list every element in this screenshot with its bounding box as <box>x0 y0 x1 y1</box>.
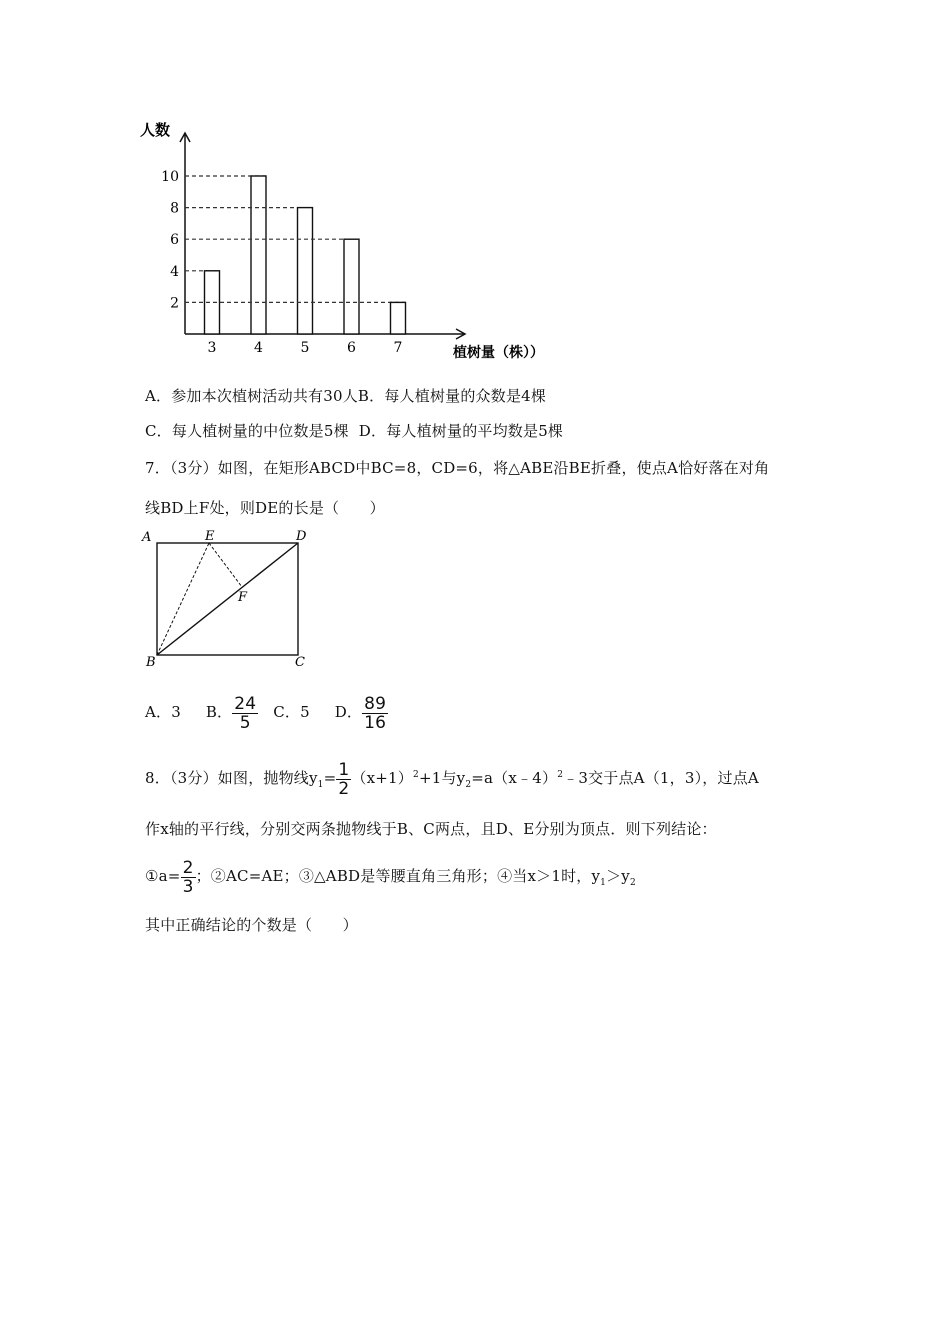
x-tick-label: 6 <box>347 340 356 356</box>
q7-option-a: A．3 <box>145 703 181 721</box>
q8-conclusions: ①a= $\frac{2}{3}$ ；②AC=AE；③△ABD是等腰直角三角形；④当x＞1时，$y_1>y_2$ <box>145 857 636 897</box>
bar-6 <box>344 239 359 334</box>
q8-stem-line-2: 作x轴的平行线，分别交两条抛物线于B、C两点，且D、E分别为顶点．则下列结论： <box>145 820 717 838</box>
label-a: A <box>142 530 152 545</box>
label-e: E <box>205 529 215 544</box>
x-tick-label: 7 <box>393 340 403 356</box>
label-b: B <box>146 655 156 670</box>
segment-ef <box>209 543 242 587</box>
fold-line-be <box>157 543 209 655</box>
x-tick-label: 3 <box>207 340 217 356</box>
q6-option-row-1 <box>145 385 546 406</box>
tree-planting-bar-chart <box>135 115 595 365</box>
label-c: C <box>295 655 305 670</box>
bar-7 <box>391 302 406 334</box>
q7-option-d: D． $\frac{89}{16}$ <box>334 693 387 733</box>
x-axis-label: 植树量（株）） <box>453 345 544 361</box>
q7-rectangle-figure <box>138 524 318 674</box>
q7-stem-line-1: 7．（3分）如图，在矩形ABCD中BC=8，CD=6，将△ABE沿BE折叠，使点A恰好落在对角 <box>145 459 770 477</box>
y-tick-label: 4 <box>170 263 179 280</box>
y-axis-label: 人数 <box>140 121 171 139</box>
q7-options <box>145 693 388 732</box>
label-d: D <box>296 529 307 544</box>
x-tick-label: 4 <box>254 340 263 356</box>
diagonal-bd <box>157 543 298 655</box>
y-tick-label: 6 <box>170 232 179 249</box>
bar-4 <box>251 176 266 334</box>
q6-option-b: B．每人植树量的众数是4棵 <box>357 387 547 405</box>
q7-option-b: B． $\frac{24}{5}$ <box>205 693 257 733</box>
y-tick-label: 8 <box>170 200 179 217</box>
q7-stem-line-2: 线BD上F处，则DE的长是（ ） <box>145 499 385 517</box>
x-tick-label: 5 <box>300 340 310 356</box>
q8-stem-line-1: 8．（3分）如图，抛物线$y_1=$ $\frac{1}{2}$ $(x+1)^2+1$与$y_2=a(x﹣4)^2﹣3$交于点A（1，3），过点A <box>145 759 759 799</box>
q7-option-c: C．5 <box>273 703 310 721</box>
q8-question: 其中正确结论的个数是（ ） <box>145 916 358 934</box>
bar-5 <box>298 208 313 334</box>
q6-option-row-2 <box>145 420 563 441</box>
y-tick-label: 10 <box>161 169 179 185</box>
q6-option-d: D．每人植树量的平均数是5棵 <box>358 422 564 440</box>
q6-option-a: A．参加本次植树活动共有30人 <box>145 387 358 405</box>
q6-option-c: C．每人植树量的中位数是5棵 <box>145 422 349 440</box>
label-f: F <box>238 590 248 605</box>
y-tick-label: 2 <box>170 295 179 312</box>
